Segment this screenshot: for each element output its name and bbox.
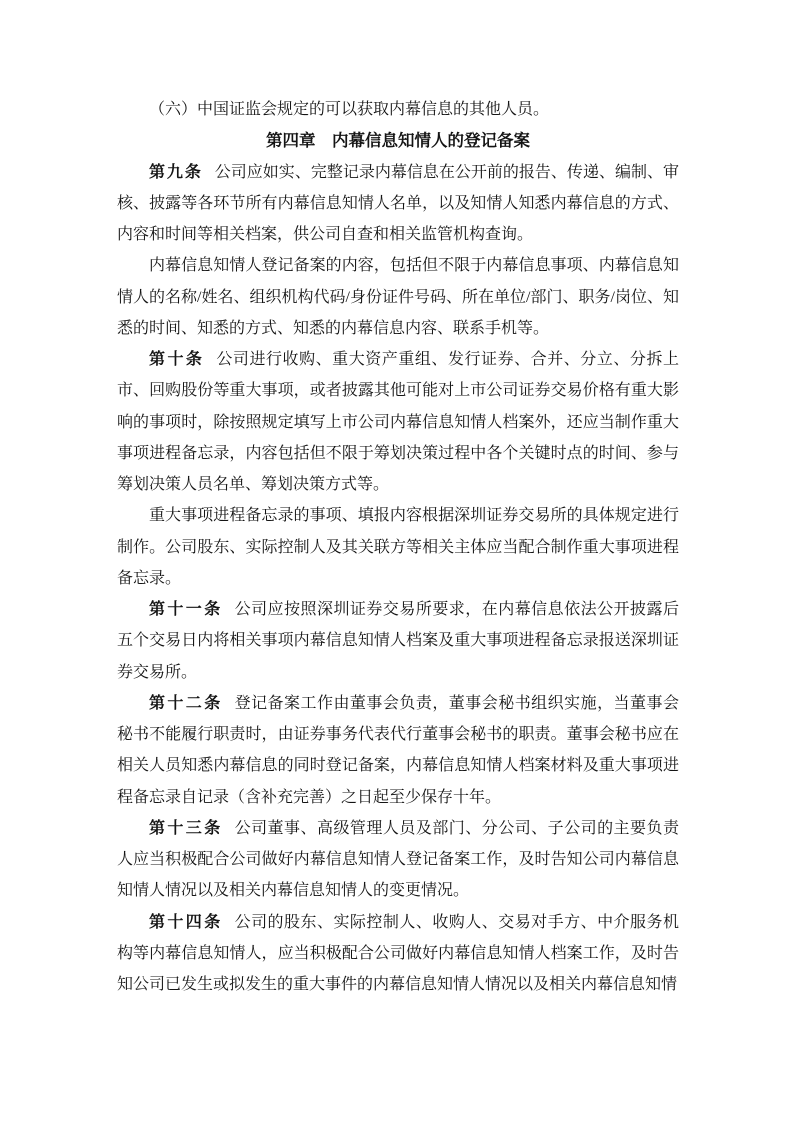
article-number: 第十一条: [149, 601, 223, 618]
article-paragraph: [117, 907, 679, 1001]
article-paragraph: [117, 688, 679, 813]
article-text: 内幕信息知情人登记备案的内容，包括但不限于内幕信息事项、内幕信息知情人的名称/姓名、组织机构代码/身份证件号码、所在单位/部门、职务/岗位、知悉的时间、知悉的方式、知悉的内幕信息内容、联系手机等。: [117, 257, 679, 337]
article-paragraph: [117, 344, 679, 500]
article-text: 公司进行收购、重大资产重组、发行证券、合并、分立、分拆上市、回购股份等重大事项，或者披露其他可能对上市公司证券交易价格有重大影响的事项时，除按照规定填写上市公司内幕信息知情人档案外，还应当制作重大事项进程备忘录，内容包括但不限于筹划决策过程中各个关键时点的时间、参与筹划决策人员名单、筹划决策方式等。: [117, 351, 679, 493]
list-item-6: [117, 94, 679, 125]
article-text: 登记备案工作由董事会负责，董事会秘书组织实施，当董事会秘书不能履行职责时，由证券事务代表代行董事会秘书的职责。董事会秘书应在相关人员知悉内幕信息的同时登记备案，内幕信息知情人档案材料及重大事项进程备忘录自记录（含补充完善）之日起至少保存十年。: [117, 694, 679, 806]
article-text: 公司应按照深圳证券交易所要求，在内幕信息依法公开披露后五个交易日内将相关事项内幕信息知情人档案及重大事项进程备忘录报送深圳证券交易所。: [117, 601, 679, 681]
article-paragraph: [117, 157, 679, 251]
chapter-heading: 第四章 内幕信息知情人的登记备案: [266, 131, 530, 151]
article-number: 第十三条: [149, 819, 223, 837]
article-paragraph: [117, 594, 679, 688]
article-number: 第十条: [149, 351, 205, 368]
article-text: 公司董事、高级管理人员及部门、分公司、子公司的主要负责人应当积极配合公司做好内幕信息知情人登记备案工作，及时告知公司内幕信息知情人情况以及相关内幕信息知情人的变更情况。: [117, 819, 679, 900]
article-number: 第九条: [149, 163, 203, 181]
article-text: 公司的股东、实际控制人、收购人、交易对手方、中介服务机构等内幕信息知情人，应当积极配合公司做好内幕信息知情人档案工作，及时告知公司已发生或拟发生的重大事件的内幕信息知情人情况以及相关内幕信息知情: [117, 913, 679, 993]
article-text: 重大事项进程备忘录的事项、填报内容根据深圳证券交易所的具体规定进行制作。公司股东、实际控制人及其关联方等相关主体应当配合制作重大事项进程备忘录。: [117, 507, 679, 587]
article-text: 公司应如实、完整记录内幕信息在公开前的报告、传递、编制、审核、披露等各环节所有内幕信息知情人名单，以及知情人知悉内幕信息的方式、内容和时间等相关档案，供公司自查和相关监管机构查询。: [117, 163, 679, 243]
article-number: 第十四条: [149, 913, 223, 931]
document-content: [117, 94, 679, 1000]
list-item-text: （六）中国证监会规定的可以获取内幕信息的其他人员。: [149, 101, 550, 118]
article-paragraph: [117, 500, 679, 594]
article-paragraph: [117, 250, 679, 344]
article-paragraph: [117, 813, 679, 907]
article-number: 第十二条: [149, 694, 223, 712]
